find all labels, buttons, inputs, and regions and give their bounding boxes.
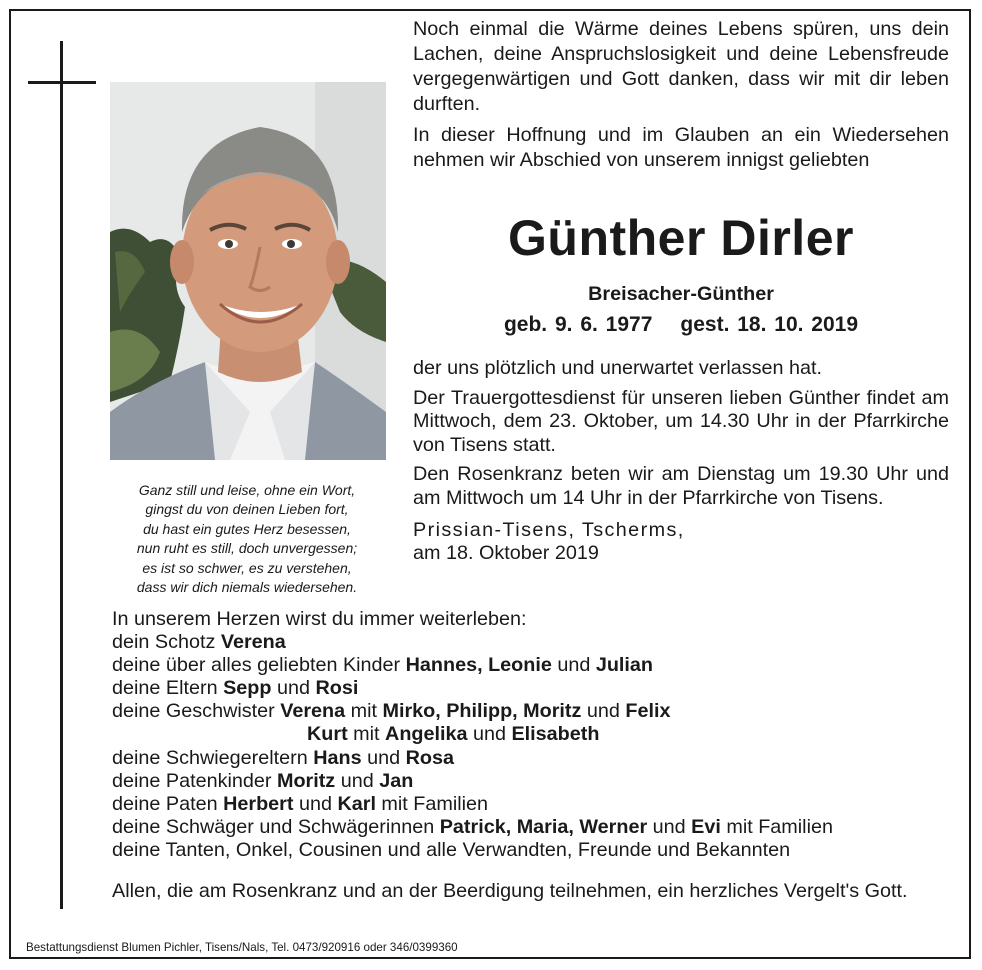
mourner-name: Evi (691, 815, 721, 838)
deceased-nickname: Breisacher-Günther (588, 283, 774, 305)
connector: mit (347, 723, 386, 746)
birth-date: geb. 9. 6. 1977 (503, 313, 653, 336)
mourner-line (112, 816, 954, 839)
mourner-name: Elisabeth (511, 723, 600, 746)
poem-line: du hast ein gutes Herz besessen, (143, 520, 351, 537)
mourners-list (112, 608, 954, 862)
deceased-name: Günther Dirler (508, 210, 854, 266)
info-paragraph: der uns plötzlich und unerwartet verlassen hat. (413, 357, 823, 379)
connector: und (293, 792, 338, 815)
connector: und (551, 654, 596, 677)
mourner-name: Herbert (223, 792, 294, 815)
relation-label: deine Geschwister (112, 700, 281, 723)
mourner-line (112, 723, 954, 746)
relation-label: dein Schotz (112, 631, 221, 654)
intro-text (413, 17, 949, 173)
mourner-line (112, 770, 954, 793)
mourner-name: Rosi (315, 677, 359, 700)
mourner-line (112, 654, 954, 677)
relation-label: deine Paten (112, 792, 224, 815)
mourner-name: Hans (313, 746, 362, 769)
mourner-line (112, 700, 954, 723)
connector: mit Familien (375, 792, 489, 815)
mourner-line (112, 793, 954, 816)
relation-label: deine Schwiegereltern (112, 746, 314, 769)
mourner-name: Angelika (385, 723, 468, 746)
mourner-line (112, 677, 954, 700)
date-line: am 18. Oktober 2019 (413, 542, 599, 565)
mourner-name: Patrick, Maria, Werner (439, 815, 648, 838)
thanks-text: Allen, die am Rosenkranz und an der Beerdigung teilnehmen, ein herzliches Vergelt's Gott. (112, 880, 908, 902)
connector: und (467, 723, 512, 746)
connector: mit (345, 700, 383, 723)
connector: und (647, 815, 692, 838)
mourner-name: Verena (220, 631, 286, 654)
death-date: gest. 18. 10. 2019 (680, 313, 859, 336)
mourner-name: Rosa (405, 746, 454, 769)
connector: und (581, 700, 626, 723)
mourner-name: Hannes, Leonie (405, 654, 552, 677)
connector: und (335, 769, 380, 792)
poem-line: es ist so schwer, es zu verstehen, (142, 559, 352, 576)
mourners-intro: In unserem Herzen wirst du immer weiterleben: (112, 608, 527, 630)
mourner-name: Verena (280, 700, 346, 723)
relation-label: deine Eltern (112, 677, 224, 700)
mourner-name: Moritz (276, 769, 336, 792)
intro-paragraph: In dieser Hoffnung und im Glauben an ein Wiedersehen nehmen wir Abschied von unserem innigst geliebten (413, 124, 949, 171)
cross-icon (60, 41, 63, 909)
connector: mit Familien (720, 815, 833, 838)
relation-label: deine Schwäger und Schwägerinnen (112, 815, 440, 838)
poem-line: gingst du von deinen Lieben fort, (145, 501, 349, 518)
poem-line: Ganz still und leise, ohne ein Wort, (138, 482, 356, 498)
connector: und (361, 746, 406, 769)
info-paragraph: Der Trauergottesdienst für unseren lieben Günther findet am Mittwoch, dem 23. Oktober, um 14.30 Uhr in der Pfarrkirche von Tisens statt. (413, 386, 949, 456)
relation-label: deine über alles geliebten Kinder (112, 654, 406, 677)
mourner-line (112, 631, 954, 654)
funeral-info (413, 357, 949, 566)
poem-line: dass wir dich niemals wiedersehen. (136, 579, 358, 596)
relation-label: deine Patenkinder (112, 769, 277, 792)
info-paragraph: Den Rosenkranz beten wir am Dienstag um 19.30 Uhr und am Mittwoch um 14 Uhr in der Pfarrkirche von Tisens. (413, 463, 949, 509)
mourner-name: Felix (625, 700, 671, 723)
mourner-name: Jan (379, 769, 414, 792)
portrait-photo (110, 82, 386, 460)
life-dates (413, 313, 949, 337)
mourner-name: Mirko, Philipp, Moritz (382, 700, 582, 723)
intro-paragraph: Noch einmal die Wärme deines Lebens spüren, uns dein Lachen, deine Anspruchslosigkeit und deine Lebensfreude vergegenwärtigen und Gott danken, dass wir mit dir leben durften. (413, 18, 949, 115)
poem (102, 481, 392, 597)
funeral-home-footer: Bestattungsdienst Blumen Pichler, Tisens/Nals, Tel. 0473/920916 oder 346/0399360 (26, 941, 458, 954)
place-line: Prissian-Tisens, Tscherms, (413, 518, 685, 541)
mourner-name: Sepp (223, 677, 272, 700)
mourner-name: Karl (337, 792, 376, 815)
mourner-line: deine Tanten, Onkel, Cousinen und alle Verwandten, Freunde und Bekannten (112, 838, 791, 861)
connector: und (271, 677, 316, 700)
cross-icon-bar (28, 81, 96, 84)
poem-line: nun ruht es still, doch unvergessen; (136, 540, 358, 557)
mourner-name: Kurt (307, 723, 348, 746)
mourner-line (112, 747, 954, 770)
mourner-name: Julian (595, 654, 654, 677)
